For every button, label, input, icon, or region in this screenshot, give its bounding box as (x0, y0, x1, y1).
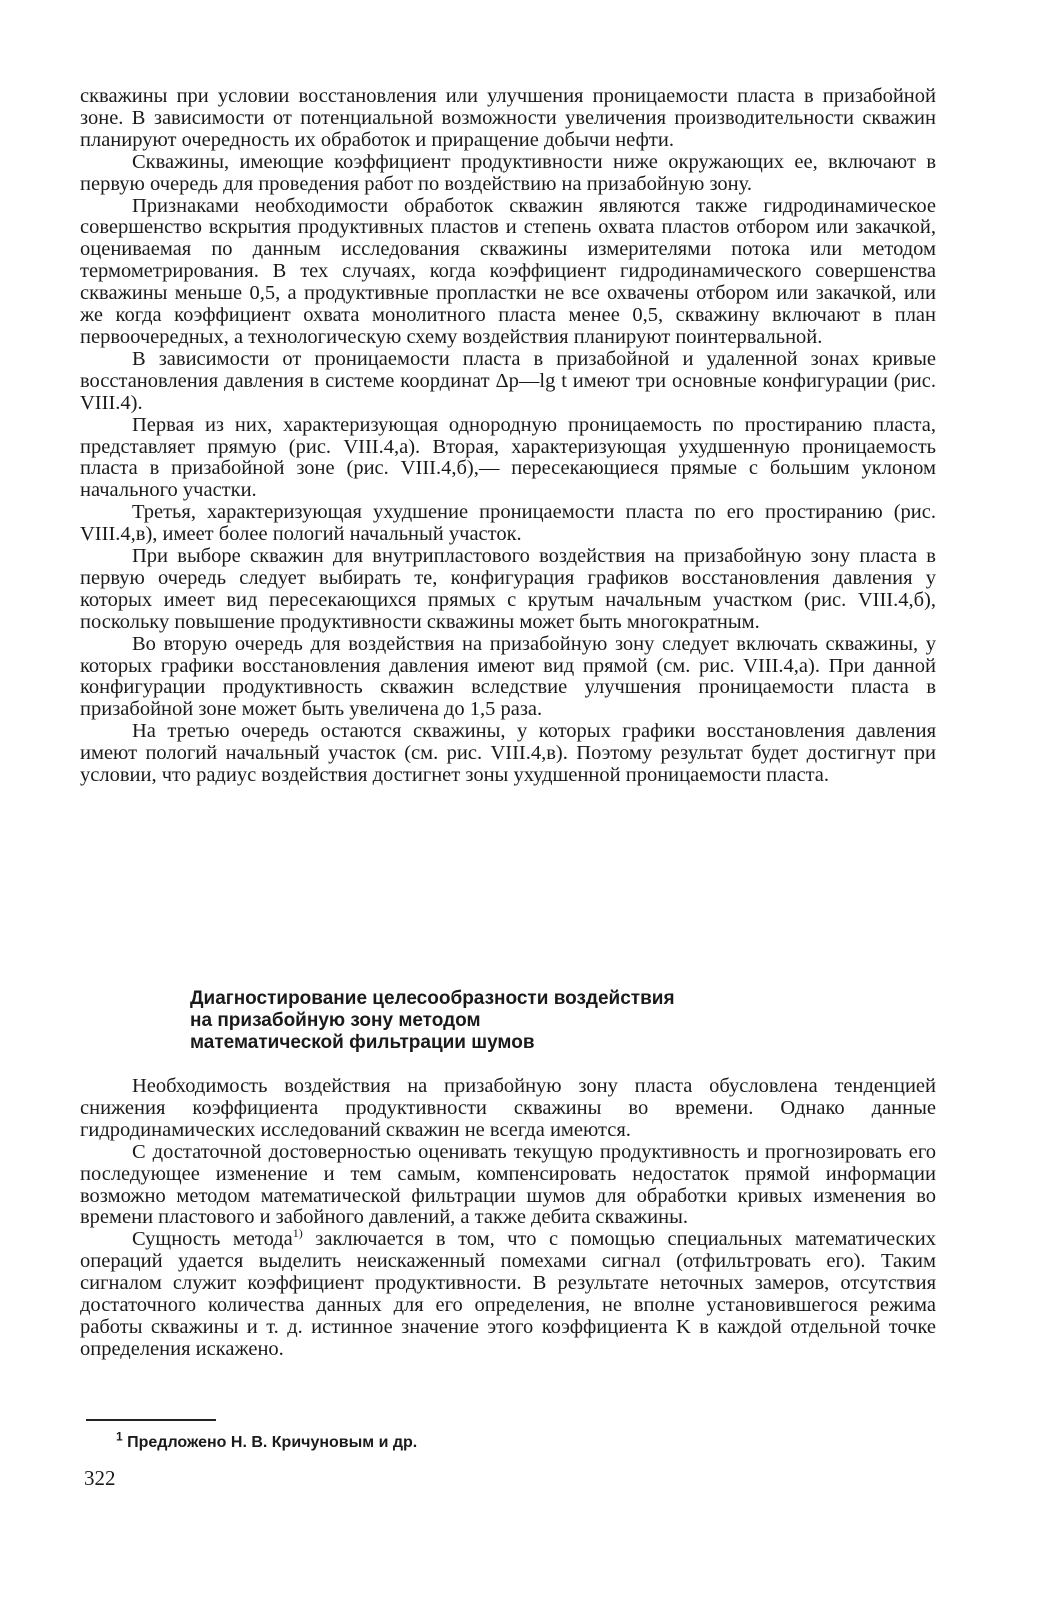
paragraph: Во вторую очередь для воздействия на призабойную зону следует включать скважины, у которых графики восстановления давления имеют вид прямой (см. рис. VIII.4,а). При данной конфигурации продуктивность скважин вследствие улучшения проницаемости пласта в призабойной зоне может быть увеличена до 1,5 раза. (80, 632, 936, 721)
paragraph-start: Сущность метода (132, 1228, 293, 1251)
paragraph: Признаками необходимости обработок скважин являются также гидродинамическое совершенство вскрытия продуктивных пластов и степень охвата пластов отбором или закачкой, оцениваемая по данным исследования скважины измерителями потока или методом термометрирования. В тех случаях, когда коэффициент гидродинамического совершенства скважины меньше 0,5, а продуктивные пропластки не все охвачены отбором или закачкой, или же когда коэффициент охвата монолитного пласта менее 0,5, скважину включают в план первоочередных, а технологическую схему воздействия планируют поинтервальной. (80, 194, 936, 348)
paragraph-rest: заключается в том, что с помощью специальных математических операций удается выделить неискаженный помехами сигнал (отфильтровать его). Таким сигналом служит коэффициент продуктивности. В результате неточных замеров, отсутствия достаточного количества данных для его определения, не вполне установившегося режима работы скважины и т. д. истинное значение этого коэффициента K в каждой отдельной точке определения искажено. (80, 1228, 936, 1360)
footnote (116, 1429, 816, 1453)
footnote-reference: 1) (292, 1226, 303, 1241)
footnote-mark: 1 (116, 1429, 123, 1444)
paragraph: скважины при условии восстановления или улучшения проницаемости пласта в призабойной зоне. В зависимости от потенциальной возможности увеличения производительности скважин планируют очередность их обработок и приращение добычи нефти. (80, 85, 936, 151)
paragraph: На третью очередь остаются скважины, у которых графики восстановления давления имеют пологий начальный участок (см. рис. VIII.4,в). Поэтому результат будет достигнут при условии, что радиус воздействия достигнет зоны ухудшенной проницаемости пласта. (80, 720, 936, 787)
heading-line-3: математической фильтрации шумов (190, 1032, 535, 1053)
footnote-text: Предложено Н. В. Кричуновым и др. (122, 1434, 418, 1451)
paragraph: В зависимости от проницаемости пласта в призабойной и удаленной зонах кривые восстановления давления в системе координат Δp—lg t имеют три основные конфигурации (рис. VIII.4). (80, 347, 936, 414)
heading-line-1: Диагностирование целесообразности воздействия (190, 988, 675, 1009)
body-text-bottom (80, 1076, 936, 1361)
page-number: 322 (84, 1466, 116, 1490)
paragraph: С достаточной достоверностью оценивать текущую продуктивность и прогнозировать его последующее изменение и тем самым, компенсировать недостаток прямой информации возможно методом математической фильтрации шумов для обработки кривых изменения во времени пластового и забойного давлений, а также дебита скважины. (80, 1140, 936, 1229)
paragraph: При выборе скважин для внутрипластового воздействия на призабойную зону пласта в первую очередь следует выбирать те, конфигурация графиков восстановления давления у которых имеет вид пересекающихся прямых с крутым начальным участком (рис. VIII.4,б), поскольку повышение продуктивности скважины может быть многократным. (80, 545, 936, 633)
heading-line-2: на призабойную зону методом (190, 1010, 481, 1031)
section-heading (190, 988, 890, 1054)
paragraph-method-essence (80, 1226, 936, 1360)
paragraph: Третья, характеризующая ухудшение проницаемости пласта по его простиранию (рис. VIII.4,в), имеет более пологий начальный участок. (80, 501, 936, 546)
paragraph: Первая из них, характеризующая однородную проницаемость по простиранию пласта, представляет прямую (рис. VIII.4,а). Вторая, характеризующая ухудшенную проницаемость пласта в призабойной зоне (рис. VIII.4,б),— пересекающиеся прямые с большим уклоном начального участки. (80, 413, 936, 502)
footnote-divider (86, 1419, 216, 1421)
body-text-top (80, 86, 936, 787)
bottom-paragraphs (80, 1076, 936, 1229)
paragraph: Необходимость воздействия на призабойную зону пласта обусловлена тенденцией снижения коэффициента продуктивности скважины во времени. Однако данные гидродинамических исследований скважин не всегда имеются. (80, 1075, 936, 1141)
paragraph: Скважины, имеющие коэффициент продуктивности ниже окружающих ее, включают в первую очередь для проведения работ по воздействию на призабойную зону. (80, 150, 936, 195)
